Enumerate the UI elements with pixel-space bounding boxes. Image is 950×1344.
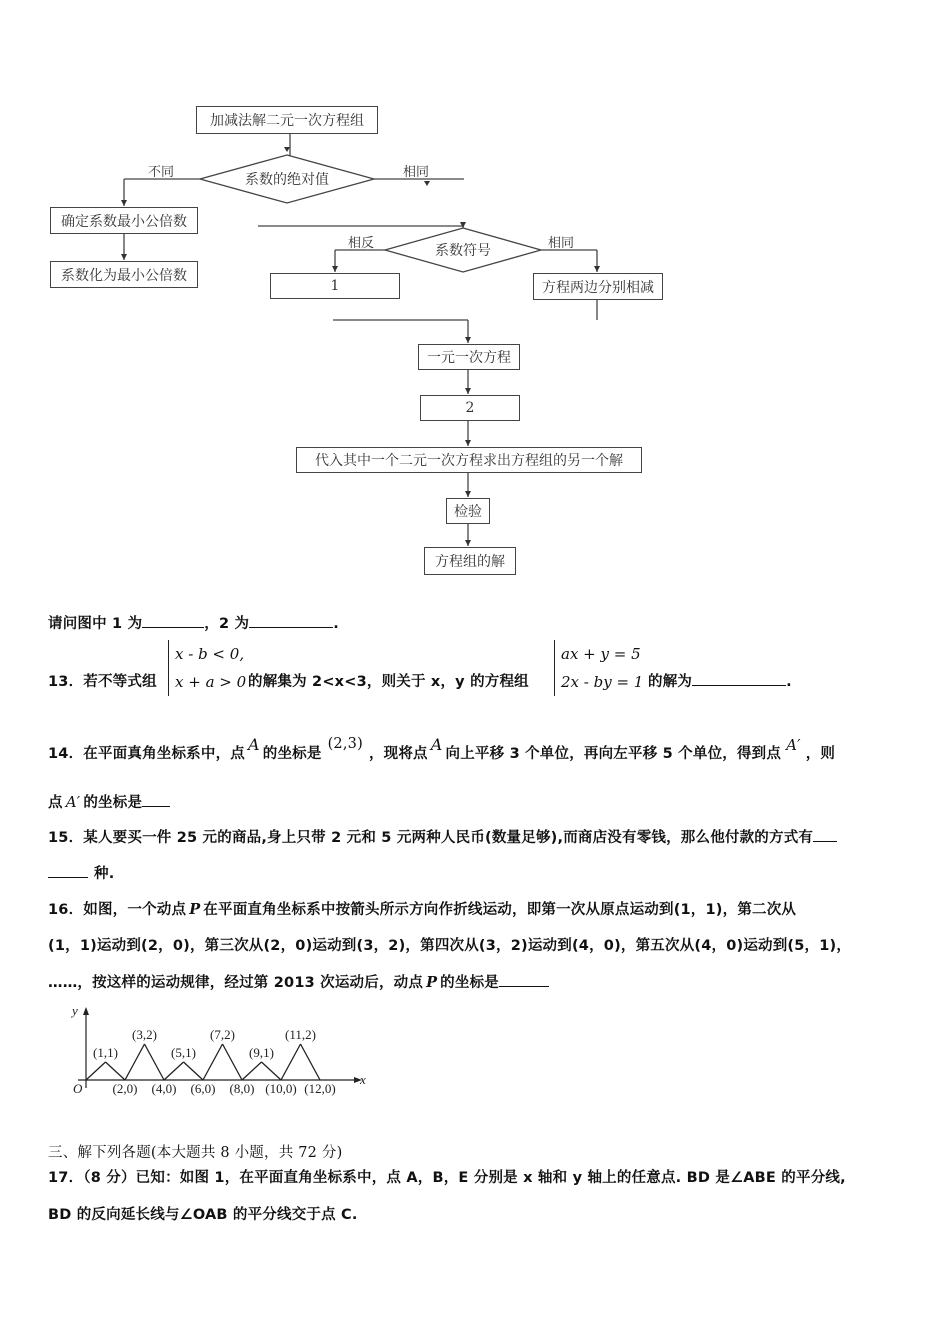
- point-label: (1,1): [93, 1045, 118, 1060]
- q16-line-2: (1，1)运动到(2，0)，第三次从(2，0)运动到(3，2)，第四次从(3，2)运动到(4，0)，第五次从(4，0)运动到(5，1)，: [48, 938, 852, 954]
- flow-decision-sign: 系数符号: [435, 243, 491, 259]
- q14-point-A-prime: A′: [786, 736, 801, 754]
- point-label: (4,0): [151, 1081, 177, 1096]
- q14-point-A-2: A: [430, 735, 443, 754]
- flow-label-opposite: 相反: [348, 236, 375, 251]
- flow-one-var-box: 一元一次方程: [418, 344, 520, 370]
- path-segment: [106, 1062, 126, 1080]
- q14-answer-blank[interactable]: [142, 792, 170, 807]
- flow-label-same-1: 相同: [403, 165, 430, 180]
- y-axis-arrow: [83, 1007, 89, 1015]
- q13-answer-blank[interactable]: [692, 671, 786, 686]
- q14-text-2: 的坐标是: [262, 746, 322, 762]
- path-segment: [242, 1062, 262, 1080]
- point-label: (7,2): [210, 1027, 235, 1042]
- q15-line-2: [48, 862, 114, 883]
- q13-answer-prefix: 的解为: [648, 674, 693, 690]
- path-segment: [203, 1044, 223, 1080]
- q15-answer-blank-b[interactable]: [48, 863, 88, 878]
- q16-answer-blank[interactable]: [499, 972, 549, 987]
- flow-blank-1-box: 1: [270, 273, 400, 299]
- section-3-title: 三、解下列各题(本大题共 8 小题，共 72 分): [48, 1145, 343, 1161]
- flow-blank-2-box: 2: [420, 395, 520, 421]
- q17-line-1: 17．（8 分）已知：如图 1，在平面直角坐标系中，点 A，B，E 分别是 x 轴和 y 轴上的任意点. BD 是∠ABE 的平分线,: [48, 1170, 846, 1186]
- q16-line-3: [48, 971, 549, 992]
- q16-text-1a: 16．如图，一个动点: [48, 902, 187, 918]
- q12-blank-2[interactable]: [249, 613, 333, 628]
- q16-text-1b: 在平面直角坐标系中按箭头所示方向作折线运动，即第一次从原点运动到(1，1)，第二次从: [203, 902, 797, 918]
- path-segment: [262, 1062, 282, 1080]
- q14-text-1: 14．在平面真角坐标系中，点: [48, 746, 245, 762]
- point-label: (5,1): [171, 1045, 196, 1060]
- flow-check-box: 检验: [446, 498, 490, 524]
- q15-line-1: [48, 826, 837, 847]
- q13-inequality-system: [168, 640, 246, 696]
- path-segment: [301, 1044, 321, 1080]
- q14-line-2: [48, 791, 170, 812]
- point-label: (3,2): [132, 1027, 157, 1042]
- q16-text-3b: 的坐标是: [440, 975, 499, 991]
- flow-decision-abs: 系数的绝对值: [245, 172, 329, 188]
- q13-period: .: [786, 674, 792, 690]
- path-segment: [281, 1044, 301, 1080]
- q13-text-2: 的解集为 2<x<3，则关于 x，y 的方程组: [248, 674, 529, 690]
- y-axis-label: y: [72, 1005, 78, 1018]
- zigzag-chart: [48, 1005, 378, 1105]
- q12-blank-1[interactable]: [142, 613, 204, 628]
- flow-solution-box: 方程组的解: [424, 547, 516, 575]
- q14-text-4: 向上平移 3 个单位，再向左平移 5 个单位，得到点: [445, 746, 782, 762]
- point-label: (2,0): [112, 1081, 138, 1096]
- q14-text-6: 点: [48, 795, 63, 811]
- q13-inequality-2: x + a > 0: [175, 673, 247, 691]
- flow-subtract-box: 方程两边分别相减: [533, 273, 663, 300]
- q15-text-2: 种.: [94, 866, 115, 882]
- q16-point-P-2: P: [426, 974, 438, 991]
- path-segment: [145, 1044, 165, 1080]
- flow-to-lcm-box: 系数化为最小公倍数: [50, 261, 198, 288]
- flow-label-diff: 不同: [148, 165, 175, 180]
- q13-text-1: 13．若不等式组: [48, 674, 157, 690]
- q12-question-line: [48, 612, 339, 633]
- q12-text-2: ，2 为: [204, 616, 250, 632]
- q15-answer-blank-a[interactable]: [813, 827, 837, 842]
- point-label: (10,0): [265, 1081, 297, 1096]
- q12-text-1: 请问图中 1 为: [48, 616, 143, 632]
- flow-lcm-box: 确定系数最小公倍数: [50, 207, 198, 234]
- path-segment: [125, 1044, 145, 1080]
- q15-text-1: 15．某人要买一件 25 元的商品,身上只带 2 元和 5 元两种人民币(数量足够),而商店没有零钱，那么他付款的方式有: [48, 830, 814, 846]
- point-label: (11,2): [285, 1027, 316, 1042]
- q14-text-3: ，现将点: [368, 746, 428, 762]
- q14-line-1: [48, 735, 836, 763]
- q13-inequality-1: x - b < 0,: [175, 645, 245, 663]
- q16-text-3a: ……，按这样的运动规律，经过第 2013 次运动后，动点: [48, 975, 424, 991]
- path-segment: [86, 1062, 106, 1080]
- path-segment: [184, 1062, 204, 1080]
- q14-text-5: ，则: [805, 746, 836, 762]
- q16-point-P: P: [189, 901, 201, 918]
- point-label: (12,0): [304, 1081, 336, 1096]
- q12-text-3: .: [333, 616, 339, 632]
- flow-label-same-2: 相同: [548, 236, 575, 251]
- q14-point-A: A: [247, 735, 260, 754]
- flow-substitute-box: 代入其中一个二元一次方程求出方程组的另一个解: [296, 447, 642, 473]
- x-axis-label: x: [360, 1072, 366, 1087]
- q14-point-A-prime-2: A′: [65, 793, 81, 811]
- point-label: (6,0): [190, 1081, 216, 1096]
- q13-equation-2: 2x - by = 1: [561, 673, 644, 691]
- q14-coord: (2,3): [327, 736, 363, 752]
- q17-line-2: BD 的反向延长线与∠OAB 的平分线交于点 C.: [48, 1207, 358, 1223]
- q13-text-3: [648, 670, 792, 691]
- q13-equation-system: [554, 640, 643, 696]
- q13-equation-1: ax + y = 5: [561, 645, 641, 663]
- point-label: (8,0): [229, 1081, 255, 1096]
- q14-text-7: 的坐标是: [83, 795, 143, 811]
- point-label: (9,1): [249, 1045, 274, 1060]
- flow-start-box: 加减法解二元一次方程组: [196, 106, 378, 134]
- path-segment: [164, 1062, 184, 1080]
- origin-label: O: [73, 1081, 83, 1096]
- q16-line-1: [48, 898, 796, 919]
- path-segment: [223, 1044, 243, 1080]
